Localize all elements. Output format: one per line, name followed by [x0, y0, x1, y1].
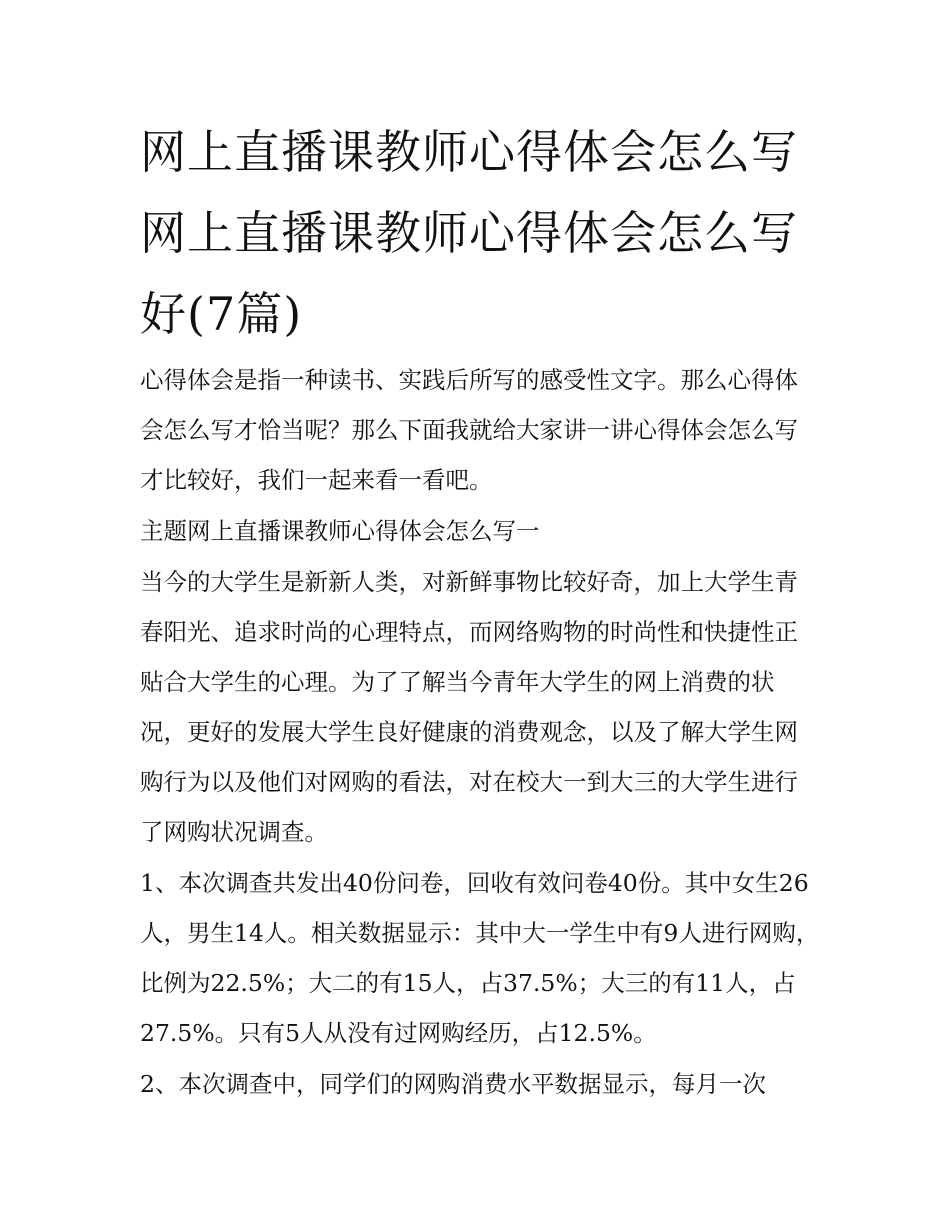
paragraph-background: 当今的大学生是新新人类，对新鲜事物比较好奇，加上大学生青春阳光、追求时尚的心理特点，而网络购物的时尚性和快捷性正贴合大学生的心理。为了了解当今青年大学生的网上消费的状况，更好的发展大学生良好健康的消费观念，以及了解大学生网购行为以及他们对网购的看法，对在校大一到大三的大学生进行了网购状况调查。 [140, 568, 798, 846]
paragraph-section-heading: 主题网上直播课教师心得体会怎么写一 [140, 517, 540, 545]
document-title: 网上直播课教师心得体会怎么写 网上直播课教师心得体会怎么写好(7篇) [140, 125, 798, 341]
paragraph-spending-level: 2、本次调查中，同学们的网购消费水平数据显示，每月一次 [140, 1070, 766, 1098]
paragraph-intro: 心得体会是指一种读书、实践后所写的感受性文字。那么心得体会怎么写才恰当呢？那么下面我就给大家讲一讲心得体会怎么写才比较好，我们一起来看一看吧。 [140, 366, 798, 494]
document-body [140, 355, 820, 1110]
paragraph-survey-results: 1、本次调查共发出40份问卷，回收有效问卷40份。其中女生26人，男生14人。相关数据显示：其中大一学生中有9人进行网购，比例为22.5%；大二的有15人，占37.5%；大三的有11人，占27.5%。只有5人从没有过网购经历，占12.5%。 [140, 869, 820, 1047]
